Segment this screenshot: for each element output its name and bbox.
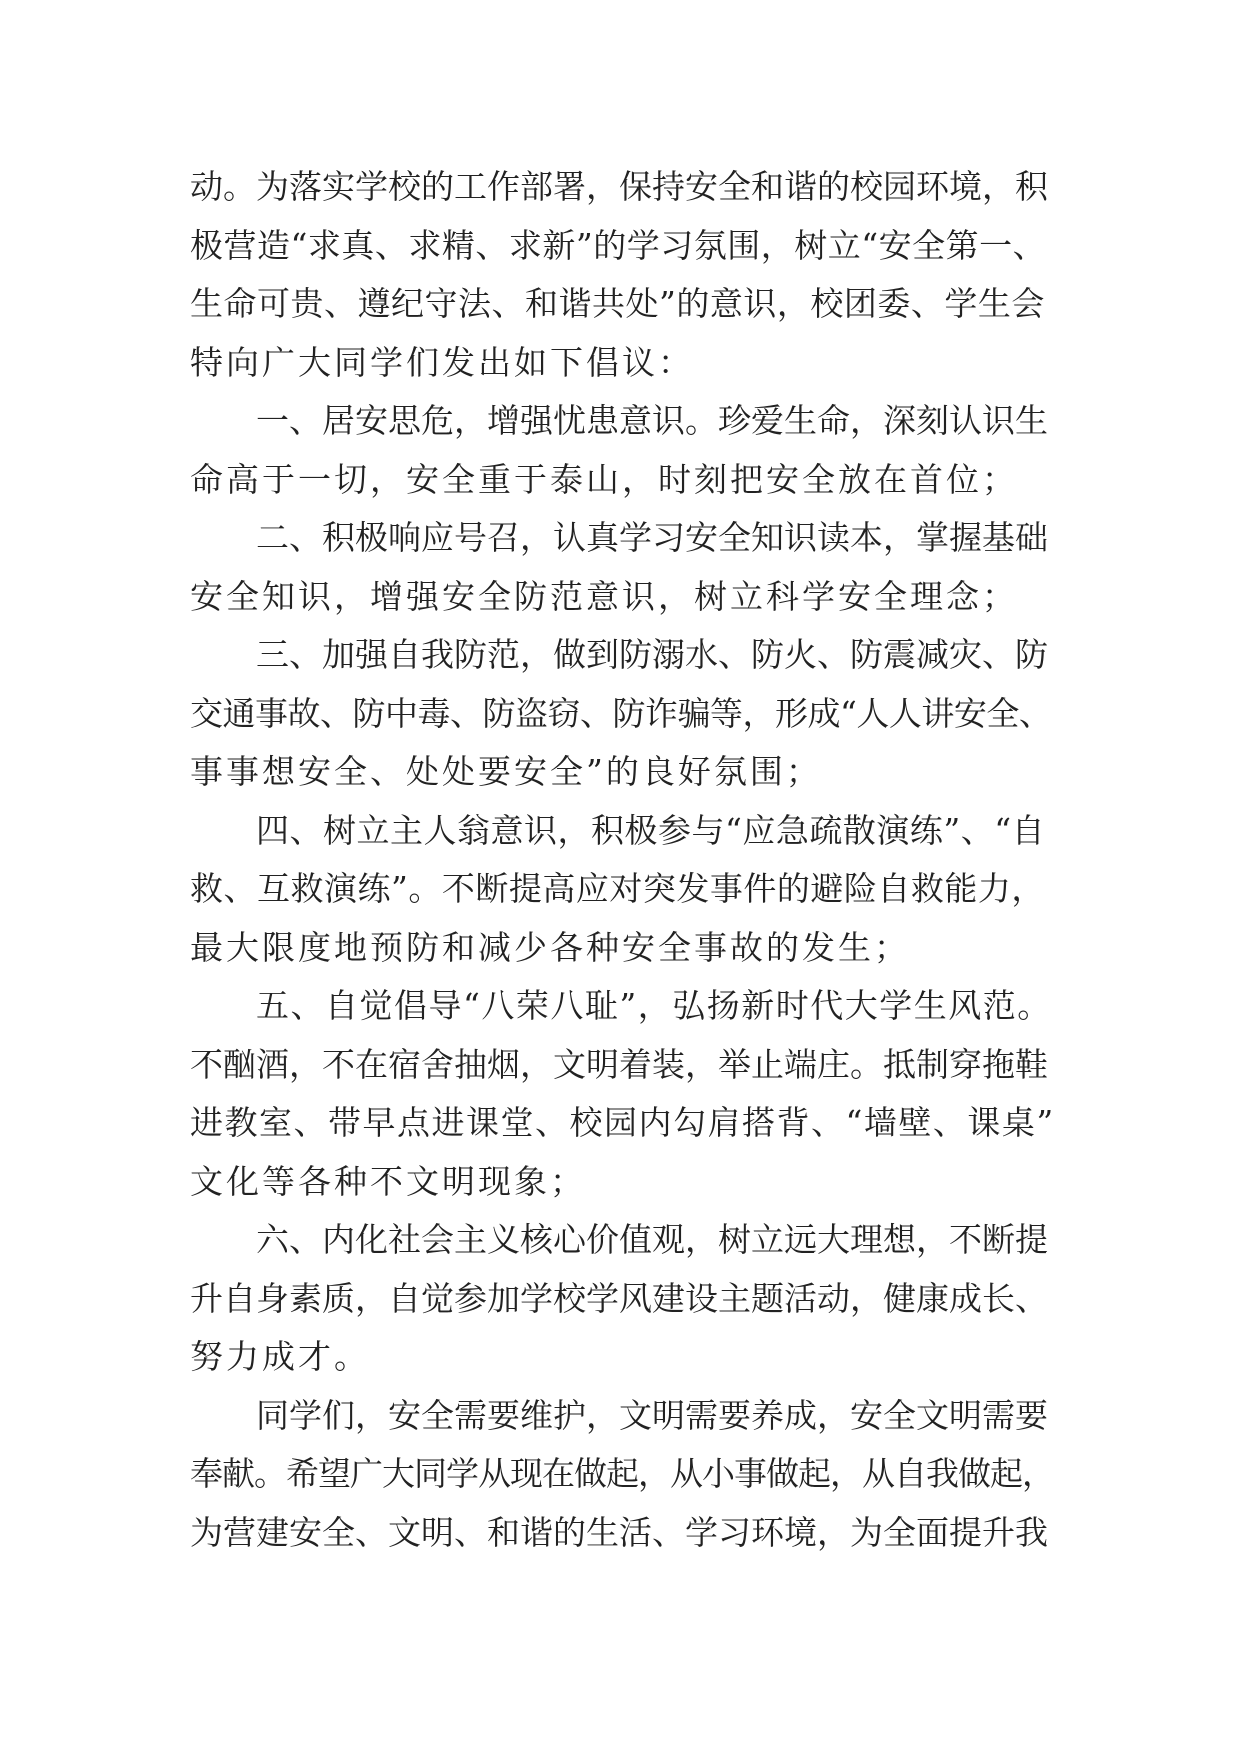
paragraph-start-line: 五、自觉倡导“八荣八耻”，弘扬新时代大学生风范。	[256, 986, 1052, 1025]
text-line: 特向广大同学们发出如下倡议：	[190, 342, 694, 382]
paragraph-start-line: 四、树立主人翁意识，积极参与“应急疏散演练”、“自	[256, 810, 1046, 850]
text-line: 文化等各种不文明现象；	[190, 1161, 586, 1201]
document-body	[190, 158, 1056, 1562]
text-line: 安全知识，增强安全防范意识，树立科学安全理念；	[190, 576, 1018, 616]
text-line: 不酗酒，不在宿舍抽烟，文明着装，举止端庄。抵制穿拖鞋	[190, 1044, 1048, 1084]
text-line: 交通事故、防中毒、防盗窃、防诈骗等，形成“人人讲安全、	[190, 693, 1052, 733]
paragraph-start-line: 二、积极响应号召，认真学习安全知识读本，掌握基础	[256, 518, 1048, 557]
paragraph-start-line: 同学们，安全需要维护，文明需要养成，安全文明需要	[256, 1395, 1048, 1435]
text-line: 为营建安全、文明、和谐的生活、学习环境，为全面提升我	[190, 1512, 1048, 1552]
text-line: 动。为落实学校的工作部署，保持安全和谐的校园环境，积	[190, 167, 1048, 206]
paragraph-start-line: 六、内化社会主义核心价值观，树立远大理想，不断提	[256, 1220, 1048, 1259]
text-line: 努力成才。	[190, 1337, 370, 1376]
text-line: 极营造“求真、求精、求新”的学习氛围，树立“安全第一、	[190, 225, 1047, 265]
paragraph-start-line: 三、加强自我防范，做到防溺水、防火、防震减灾、防	[256, 635, 1048, 674]
text-line: 命高于一切，安全重于泰山，时刻把安全放在首位；	[190, 459, 1018, 499]
text-line: 最大限度地预防和减少各种安全事故的发生；	[190, 927, 910, 967]
text-line: 升自身素质，自觉参加学校学风建设主题活动，健康成长、	[190, 1278, 1048, 1318]
paragraph-start-line: 一、居安思危，增强忧患意识。珍爱生命，深刻认识生	[256, 401, 1048, 440]
text-line: 救、互救演练”。不断提高应对突发事件的避险自救能力，	[190, 869, 1045, 908]
text-line: 生命可贵、遵纪守法、和谐共处”的意识，校团委、学生会	[190, 284, 1045, 323]
text-line: 事事想安全、处处要安全”的良好氛围；	[190, 752, 822, 791]
text-line: 奉献。希望广大同学从现在做起，从小事做起，从自我做起，	[190, 1454, 1054, 1493]
text-line: 进教室、带早点进课堂、校园内勾肩搭背、“墙壁、课桌”	[190, 1103, 1055, 1142]
